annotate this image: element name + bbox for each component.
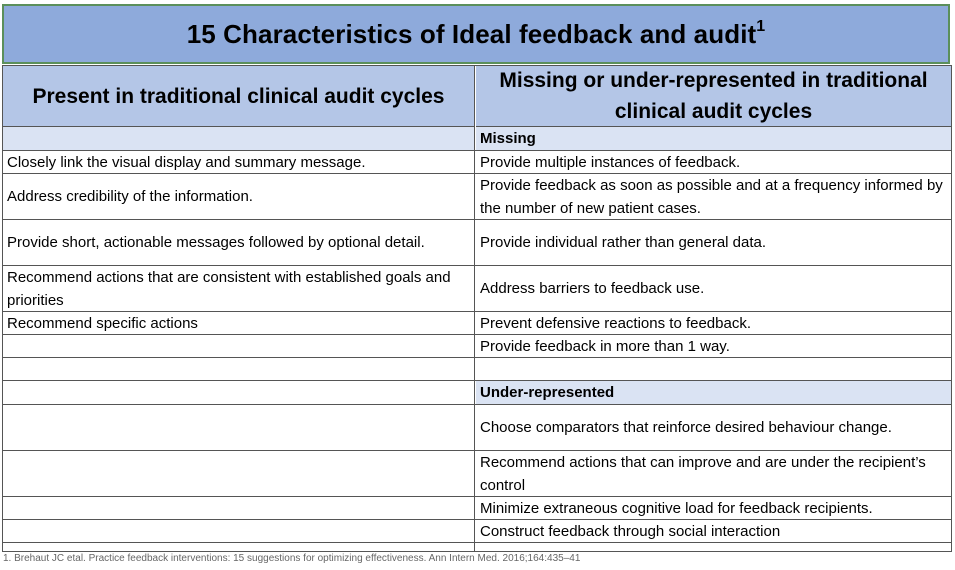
table-row (3, 451, 951, 497)
header-present: Present in traditional clinical audit cycles (3, 66, 475, 127)
characteristics-table (2, 65, 952, 552)
table-row (3, 151, 951, 174)
table-row (3, 174, 951, 220)
right-cell: Provide individual rather than general data. (480, 234, 767, 251)
table-row (3, 127, 951, 151)
left-cell (3, 381, 475, 404)
right-cell: Provide feedback in more than 1 way. (480, 337, 730, 355)
right-cell: Minimize extraneous cognitive load for feedback recipients. (480, 499, 873, 517)
table-spacer-row (3, 543, 951, 551)
table-row (3, 220, 951, 266)
title-footnote-marker: 1 (756, 17, 766, 35)
left-cell: Recommend actions that are consistent with established goals and priorities (3, 266, 475, 311)
right-cell: Prevent defensive reactions to feedback. (480, 314, 751, 332)
left-cell (3, 520, 475, 542)
table-row (3, 358, 951, 381)
left-cell (3, 405, 475, 450)
page-title: 15 Characteristics of Ideal feedback and audit$^1$ (186, 17, 766, 49)
left-cell (3, 543, 475, 551)
left-cell: Recommend specific actions (3, 312, 475, 334)
title-bar (2, 4, 950, 64)
right-cell: Address barriers to feedback use. (480, 280, 705, 297)
left-cell (3, 127, 475, 150)
table-row (3, 381, 951, 405)
subheading-missing: Missing (476, 127, 951, 150)
table-row (3, 520, 951, 543)
right-cell (476, 358, 951, 380)
left-cell (3, 497, 475, 519)
header-missing: Missing or under-represented in traditional clinical audit cycles (476, 66, 951, 127)
left-cell: Address credibility of the information. (3, 174, 475, 219)
left-cell (3, 335, 475, 357)
table-row (3, 335, 951, 358)
table-row (3, 312, 951, 335)
right-cell: Construct feedback through social interaction (480, 522, 781, 540)
footnote: 1. Brehaut JC etal. Practice feedback interventions: 15 suggestions for optimizing effectiveness. Ann Intern Med. 2016;164:435–41 (3, 553, 581, 564)
table-row (3, 497, 951, 520)
left-cell: Closely link the visual display and summary message. (3, 151, 475, 173)
table-row (3, 266, 951, 312)
table-row (3, 405, 951, 451)
right-cell: Provide multiple instances of feedback. (480, 153, 741, 171)
right-cell: Provide feedback as soon as possible and at a frequency informed by the number of new patient cases. (480, 176, 943, 217)
left-cell: Provide short, actionable messages followed by optional detail. (3, 220, 475, 265)
right-cell: Recommend actions that can improve and are under the recipient’s control (480, 453, 926, 494)
left-cell (3, 358, 475, 380)
subheading-under-represented: Under-represented (476, 381, 951, 404)
right-cell (476, 543, 951, 551)
left-cell (3, 451, 475, 496)
right-cell: Choose comparators that reinforce desired behaviour change. (480, 419, 892, 436)
